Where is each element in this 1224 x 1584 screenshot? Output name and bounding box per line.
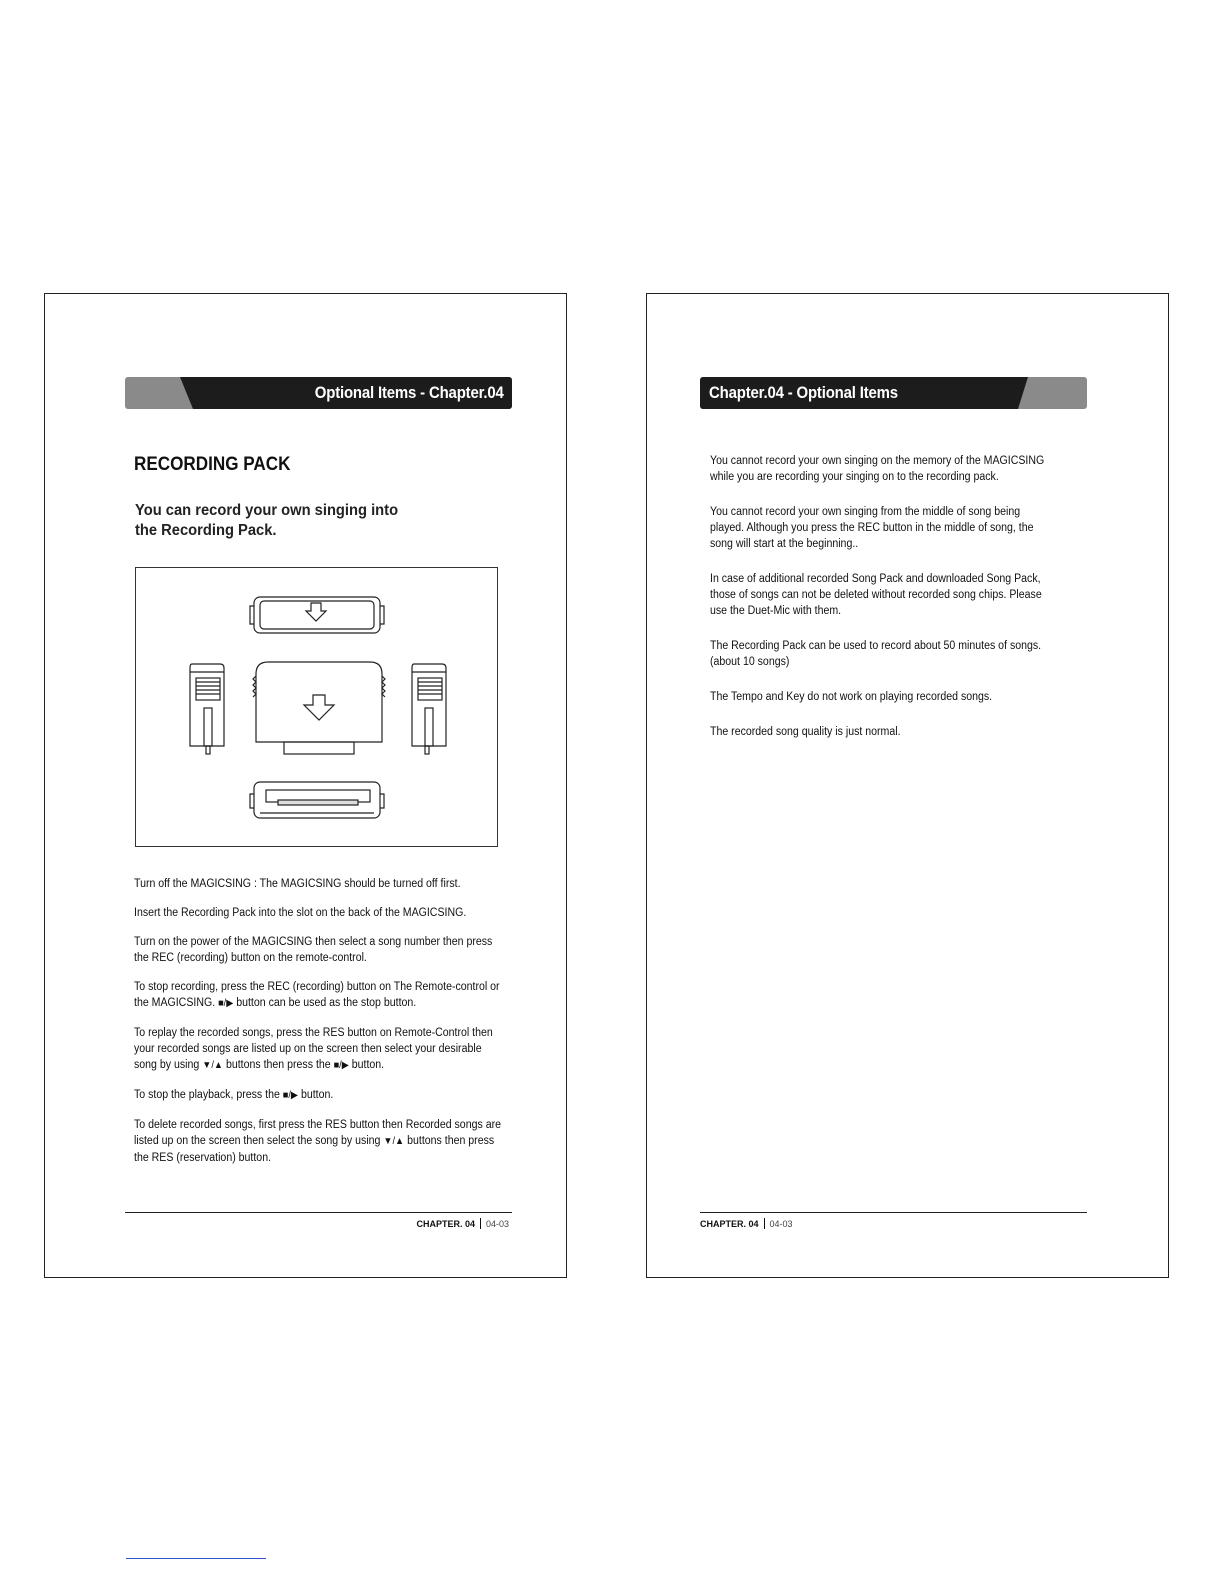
left-page [44, 293, 567, 1278]
step-turn-off: Turn off the MAGICSING : The MAGICSING should be turned off first. [134, 878, 461, 890]
footer-page-number: 04-03 [769, 1219, 793, 1229]
section-title: RECORDING PACK [134, 454, 291, 475]
intro-text [135, 501, 429, 541]
notes-list [710, 453, 1055, 759]
note-item: You cannot record your own singing from the middle of song being played. Although you press the REC button in the middle of song, the song will start at the beginning.. [710, 506, 1034, 550]
chapter-banner [700, 377, 1087, 409]
right-page [646, 293, 1169, 1278]
pack-left-side-view [190, 664, 224, 754]
note-item: You cannot record your own singing on the memory of the MAGICSING while you are recording your singing on to the recording pack. [710, 455, 1045, 483]
intro-line-2: the Recording Pack. [135, 522, 277, 539]
pack-front-view [253, 662, 385, 754]
chapter-banner [125, 377, 512, 409]
step-stop-playback: To stop the playback, press the ■/▶ button. [134, 1089, 334, 1101]
stop-play-icon: ■/▶ [218, 998, 234, 1009]
step-replay: To replay the recorded songs, press the RES button on Remote-Control then your recorded songs are listed up on the screen then select your desirable song by using ▼/▲ buttons then press the ■/▶ button. [134, 1027, 493, 1071]
down-up-icon: ▼/▲ [202, 1060, 224, 1071]
note-item: In case of additional recorded Song Pack and downloaded Song Pack, those of songs can not be deleted without recorded song chips. Please use the Duet-Mic with them. [710, 573, 1042, 617]
stop-play-icon: ■/▶ [282, 1090, 299, 1101]
step-power-on: Turn on the power of the MAGICSING then select a song number then press the REC (recording) button on the remote-control. [134, 936, 493, 964]
step-insert-pack: Insert the Recording Pack into the slot on the back of the MAGICSING. [134, 907, 467, 919]
footer-separator [480, 1218, 481, 1229]
footer-divider [700, 1212, 1087, 1213]
step-delete: To delete recorded songs, first press the RES button then Recorded songs are listed up on the screen then select the song by using ▼/▲ buttons then press the RES (reservation) button. [134, 1119, 501, 1164]
step-stop-recording: To stop recording, press the REC (recording) button on The Remote-control or the MAGICSING. ■/▶ button can be used as the stop button. [134, 981, 500, 1009]
pack-top-view [250, 597, 384, 633]
pack-right-side-view [412, 664, 446, 754]
page-footer [700, 1218, 793, 1230]
bottom-link-underline [126, 1558, 266, 1559]
pack-bottom-view [250, 782, 384, 818]
instruction-steps [134, 876, 506, 1179]
note-item: The recorded song quality is just normal. [710, 726, 901, 738]
recording-pack-illustration [135, 567, 498, 847]
footer-page-number: 04-03 [485, 1219, 509, 1229]
note-item: The Tempo and Key do not work on playing recorded songs. [710, 691, 993, 703]
banner-title: Optional Items - Chapter.04 [315, 383, 504, 402]
recording-pack-drawing [136, 568, 499, 848]
down-up-icon: ▼/▲ [383, 1136, 405, 1147]
footer-chapter: CHAPTER. 04 [700, 1219, 759, 1229]
intro-line-1: You can record your own singing into [135, 502, 399, 519]
footer-chapter: CHAPTER. 04 [416, 1219, 475, 1229]
note-item: The Recording Pack can be used to record about 50 minutes of songs. (about 10 songs) [710, 640, 1042, 668]
banner-title: Chapter.04 - Optional Items [709, 383, 898, 402]
stop-play-icon: ■/▶ [333, 1060, 349, 1071]
page-footer [416, 1218, 509, 1230]
footer-divider [125, 1212, 512, 1213]
footer-separator [764, 1218, 765, 1229]
